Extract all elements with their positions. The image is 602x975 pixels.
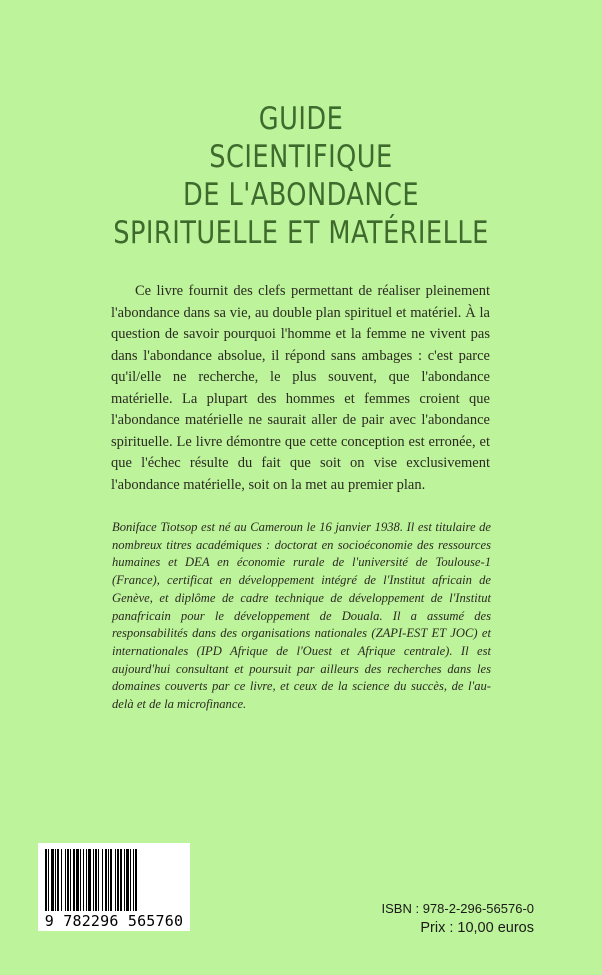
isbn-label: ISBN : 978-2-296-56576-0 xyxy=(381,901,534,916)
barcode-digits: 9 782296 565760 xyxy=(44,912,184,930)
barcode xyxy=(38,843,190,931)
book-summary xyxy=(111,281,490,496)
title-line-4: SPIRITUELLE ET MATÉRIELLE xyxy=(113,215,489,251)
book-title xyxy=(24,100,578,252)
bio-text: est né au Cameroun le 16 janvier 1938. Il est titulaire de nombreux titres académiques : doctorat en socioéconomie des ressources humaines et DEA en économie rurale de l'université de Toulouse-1 (France), certificat en développement intégré de l'Institut africain de Genève, et diplôme de cadre technique de développement de l'Institut panafricain pour le développement de Douala. Il a assumé des responsabilités dans des organisations nationales (ZAPI-EST ET JOC) et internationales (IPD Afrique de l'Ouest et Afrique centrale). Il est aujourd'hui consultant et poursuit par ailleurs des recherches dans les domaines couverts par ce livre, et ceux de la science du succès, de l'au-delà et de la microfinance. xyxy=(112,520,492,712)
author-bio xyxy=(112,519,491,714)
summary-paragraph: Ce livre fournit des clefs permettant de réaliser pleinement l'abondance dans sa vie, au double plan spirituel et matériel. À la question de savoir pourquoi l'homme et la femme ne vivent pas dans l'abondance absolue, il répond sans ambages : c'est parce qu'il/elle ne recherche, le plus souvent, que l'abondance matérielle. La plupart des hommes et femmes croient que l'abondance matérielle ne saurait aller de pair avec l'abondance spirituelle. Le livre démontre que cette conception est erronée, et que l'échec résulte du fait que soit on vise exclusivement l'abondance matérielle, soit on la met au premier plan. xyxy=(111,283,490,493)
barcode-bars xyxy=(44,849,184,911)
title-line-2: SCIENTIFIQUE xyxy=(209,139,393,175)
bio-paragraph xyxy=(112,519,491,714)
price-label: Prix : 10,00 euros xyxy=(420,920,534,936)
author-name: Boniface Tiotsop xyxy=(112,520,198,534)
title-line-1: GUIDE xyxy=(258,101,344,137)
title-line-3: DE L'ABONDANCE xyxy=(182,177,420,213)
